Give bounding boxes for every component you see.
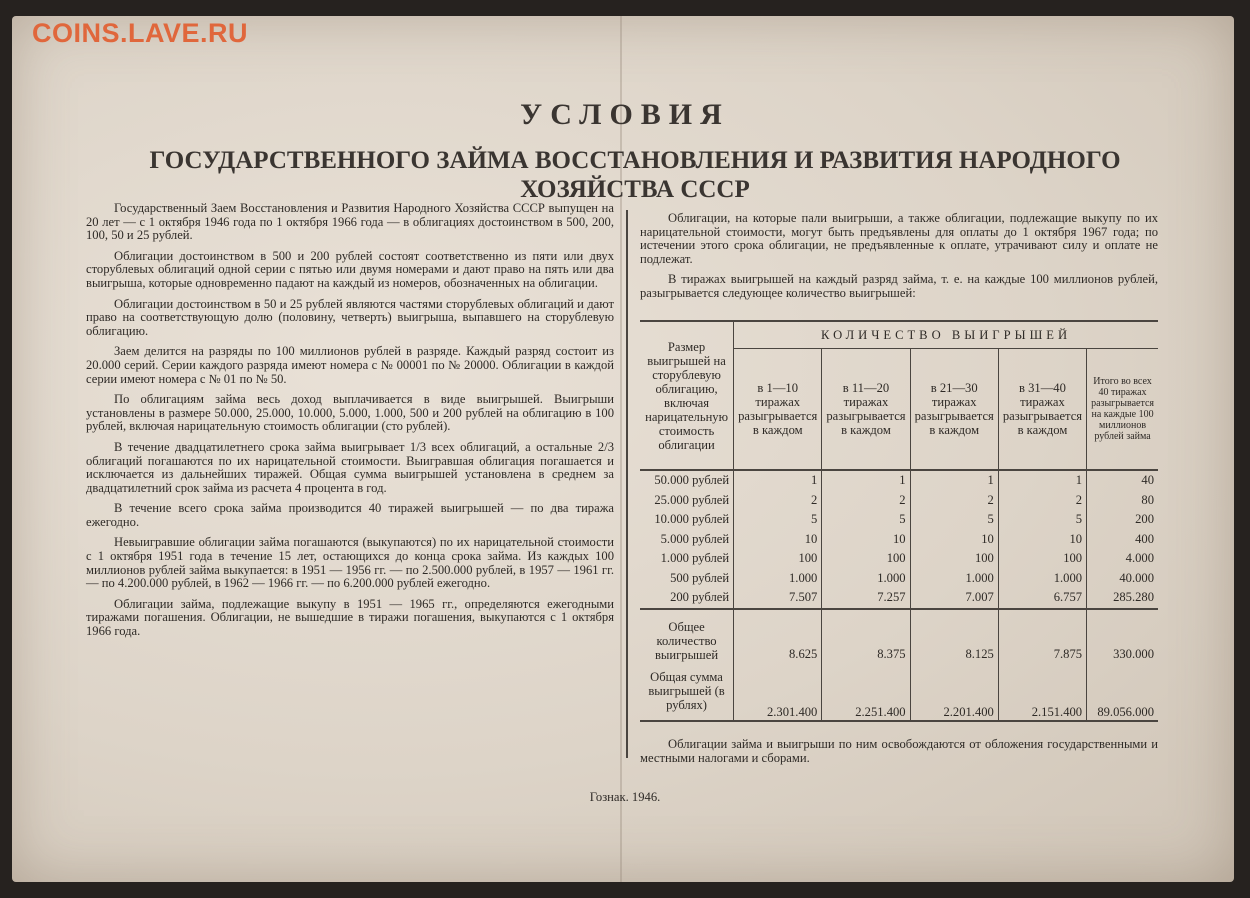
total-count-row <box>640 609 1158 662</box>
left-paragraph: Заем делится на разряды по 100 миллионов рублей в разряде. Каждый разряд состоит из 20.000 серий. Серии каждого разряда имеют номера с № 00001 по № 20000. Облигации в каждой серии имеют номера с № 01 по № 50. <box>86 344 614 386</box>
prize-cell: 200 <box>1135 512 1154 526</box>
draws-21-30-header: в 21—30 тиражах разыгрывается в каждом <box>910 349 998 471</box>
total-count-cell: 330.000 <box>1087 609 1158 662</box>
prize-cell: 2 <box>998 491 1086 511</box>
prize-label: 1.000 рублей <box>640 549 734 569</box>
prize-label: 10.000 рублей <box>640 510 734 530</box>
left-paragraph: В течение двадцатилетнего срока займа выигрывает 1/3 всех облигаций, а остальные 2/3 облигаций погашаются по их нарицательной стоимости. Выигравшая облигация погашается и исключается из дальнейших тиражей. Общая сумма выигрышей установлена в среднем за двадцатилетний срок займа из расчета 4 процента в год. <box>86 439 614 495</box>
prize-cell: 10 <box>910 530 998 550</box>
right-column <box>640 212 1158 308</box>
left-paragraph: Государственный Заем Восстановления и Развития Народного Хозяйства СССР выпущен на 20 лет — с 1 октября 1946 года по 1 октября 1966 года — в облигациях достоинством в 500, 200, 100, 50 и 25 рублей. <box>86 201 614 243</box>
prize-cell: 285.280 <box>1113 590 1154 604</box>
total-sum-cell: 2.251.400 <box>822 662 910 721</box>
total-count-cell: 8.375 <box>822 609 910 662</box>
right-paragraph: В тиражах выигрышей на каждый разряд займа, т. е. на каждые 100 миллионов рублей, разыгрывается следующее количество выигрышей: <box>640 272 1158 300</box>
right-paragraph: Облигации, на которые пали выигрыши, а также облигации, подлежащие выкупу по их нарицательной стоимости, могут быть предъявлены для оплаты до 1 октября 1967 года; по истечении этого срока облигации, не предъявленные к оплате, утрачивают силу и оплате не подлежат. <box>640 211 1158 266</box>
prize-cell: 10 <box>734 530 822 550</box>
prize-size-header: Размер выигрышей на сторублевую облигацию, включая нарицательную стоимость облигации <box>640 321 734 470</box>
draws-31-40-header: в 31—40 тиражах разыгрывается в каждом <box>998 349 1086 471</box>
prize-cell: 4.000 <box>1125 551 1154 565</box>
prize-cell: 400 <box>1135 531 1154 546</box>
total-header: Итого во всех 40 тиражах разыгрывается на каждые 100 миллионов рублей займа <box>1091 376 1155 442</box>
prize-cell: 1.000 <box>910 569 998 589</box>
prize-label: 25.000 рублей <box>640 491 734 511</box>
prize-cell: 1.000 <box>734 569 822 589</box>
total-count-cell: 8.625 <box>734 609 822 662</box>
document-title: УСЛОВИЯ <box>520 98 730 131</box>
left-paragraph: В течение всего срока займа производится 40 тиражей выигрышей — по два тиража ежегодно. <box>86 501 614 529</box>
prize-cell: 40.000 <box>1119 570 1154 585</box>
prize-cell: 100 <box>734 549 822 569</box>
total-sum-cell: 2.201.400 <box>910 662 998 721</box>
table-row <box>640 549 1158 569</box>
prize-cell: 7.257 <box>822 588 910 609</box>
total-count-label: Общее количество выигрышей <box>640 609 734 662</box>
table-row <box>640 530 1158 550</box>
prize-cell: 2 <box>734 491 822 511</box>
prize-cell: 2 <box>822 491 910 511</box>
total-sum-cell: 2.151.400 <box>998 662 1086 721</box>
prize-cell: 100 <box>822 549 910 569</box>
prize-cell: 5 <box>734 510 822 530</box>
prize-label: 5.000 рублей <box>640 530 734 550</box>
prize-cell: 1.000 <box>998 569 1086 589</box>
table-row <box>640 470 1158 491</box>
prize-cell: 100 <box>998 549 1086 569</box>
left-paragraph: Невыигравшие облигации займа погашаются (выкупаются) по их нарицательной стоимости с 1 октября 1951 года в течение 15 лет, остающихся до конца срока займа. Из каждых 100 миллионов рублей займа выкупается: в 1951 — 1956 гг. — по 2.500.000 рублей, в 1957 — 1961 гг. — по 4.200.000 рублей, в 1962 — 1966 гг. — по 6.200.000 рублей ежегодно. <box>86 535 614 591</box>
total-sum-label: Общая сумма выигрышей (в рублях) <box>640 662 734 721</box>
draws-1-10-header: в 1—10 тиражах разыгрывается в каждом <box>734 349 822 471</box>
prize-cell: 7.507 <box>734 588 822 609</box>
prize-cell: 5 <box>910 510 998 530</box>
left-paragraph: Облигации займа, подлежащие выкупу в 1951 — 1965 гг., определяются ежегодными тиражами погашения. Облигации, не вышедшие в тиражи погашения, выкупаются с 1 октября 1966 года. <box>86 596 614 639</box>
table-row <box>640 510 1158 530</box>
site-watermark: COINS.LAVE.RU <box>32 18 249 48</box>
left-paragraph: Облигации достоинством в 50 и 25 рублей являются частями сторублевых облигаций и дают право на соответствующую долю (половину, четверть) выигрыша, выпавшего на сторублевую облигацию. <box>86 296 614 338</box>
prize-cell: 10 <box>998 530 1086 550</box>
column-divider <box>626 210 628 758</box>
prize-label: 50.000 рублей <box>640 470 734 491</box>
prize-cell: 1.000 <box>822 569 910 589</box>
left-paragraph: По облигациям займа весь доход выплачивается в виде выигрышей. Выигрыши установлены в размере 50.000, 25.000, 10.000, 5.000, 1.000, 500 и 200 рублей на облигацию в 100 рублей, включая нарицательную стоимость облигации (сто рублей). <box>86 392 614 434</box>
total-sum-cell: 89.056.000 <box>1087 662 1158 721</box>
total-count-cell: 7.875 <box>998 609 1086 662</box>
prize-cell: 40 <box>1087 470 1158 491</box>
prize-count-group-header: КОЛИЧЕСТВО ВЫИГРЫШЕЙ <box>734 321 1158 349</box>
prize-label: 200 рублей <box>640 588 734 609</box>
draws-11-20-header: в 11—20 тиражах разыгрывается в каждом <box>822 349 910 471</box>
prize-cell: 7.007 <box>910 588 998 609</box>
prize-cell: 1 <box>734 470 822 491</box>
total-count-cell: 8.125 <box>910 609 998 662</box>
prize-table <box>640 320 1158 722</box>
total-sum-cell: 2.301.400 <box>734 662 822 721</box>
prize-label: 500 рублей <box>640 569 734 589</box>
prize-cell: 2 <box>910 491 998 511</box>
table-header-row <box>640 321 1158 349</box>
prize-cell: 1 <box>998 470 1086 491</box>
total-sum-row <box>640 662 1158 721</box>
left-column <box>86 202 614 646</box>
table-row <box>640 491 1158 511</box>
prize-cell: 6.757 <box>998 588 1086 609</box>
prize-cell: 100 <box>910 549 998 569</box>
prize-cell: 80 <box>1141 492 1154 507</box>
prize-cell: 5 <box>998 510 1086 530</box>
prize-cell: 1 <box>822 470 910 491</box>
prize-cell: 10 <box>822 530 910 550</box>
printer-footer: Гознак. 1946. <box>589 790 661 804</box>
tax-exemption-note: Облигации займа и выигрыши по ним освобождаются от обложения государственными и местными налогами и сборами. <box>640 737 1158 765</box>
left-paragraph: Облигации достоинством в 500 и 200 рублей состоят соответственно из пяти или двух сторублевых облигаций одной серии с пятью или двумя номерами и дают право на пять или два выигрыша, которые одновременно падают на каждый из номеров, обозначенных на облигации. <box>86 248 614 290</box>
table-row <box>640 569 1158 589</box>
prize-cell: 5 <box>822 510 910 530</box>
table-row <box>640 588 1158 609</box>
document-subtitle: ГОСУДАРСТВЕННОГО ЗАЙМА ВОССТАНОВЛЕНИЯ И РАЗВИТИЯ НАРОДНОГО ХОЗЯЙСТВА СССР <box>149 147 1121 203</box>
prize-cell: 1 <box>910 470 998 491</box>
